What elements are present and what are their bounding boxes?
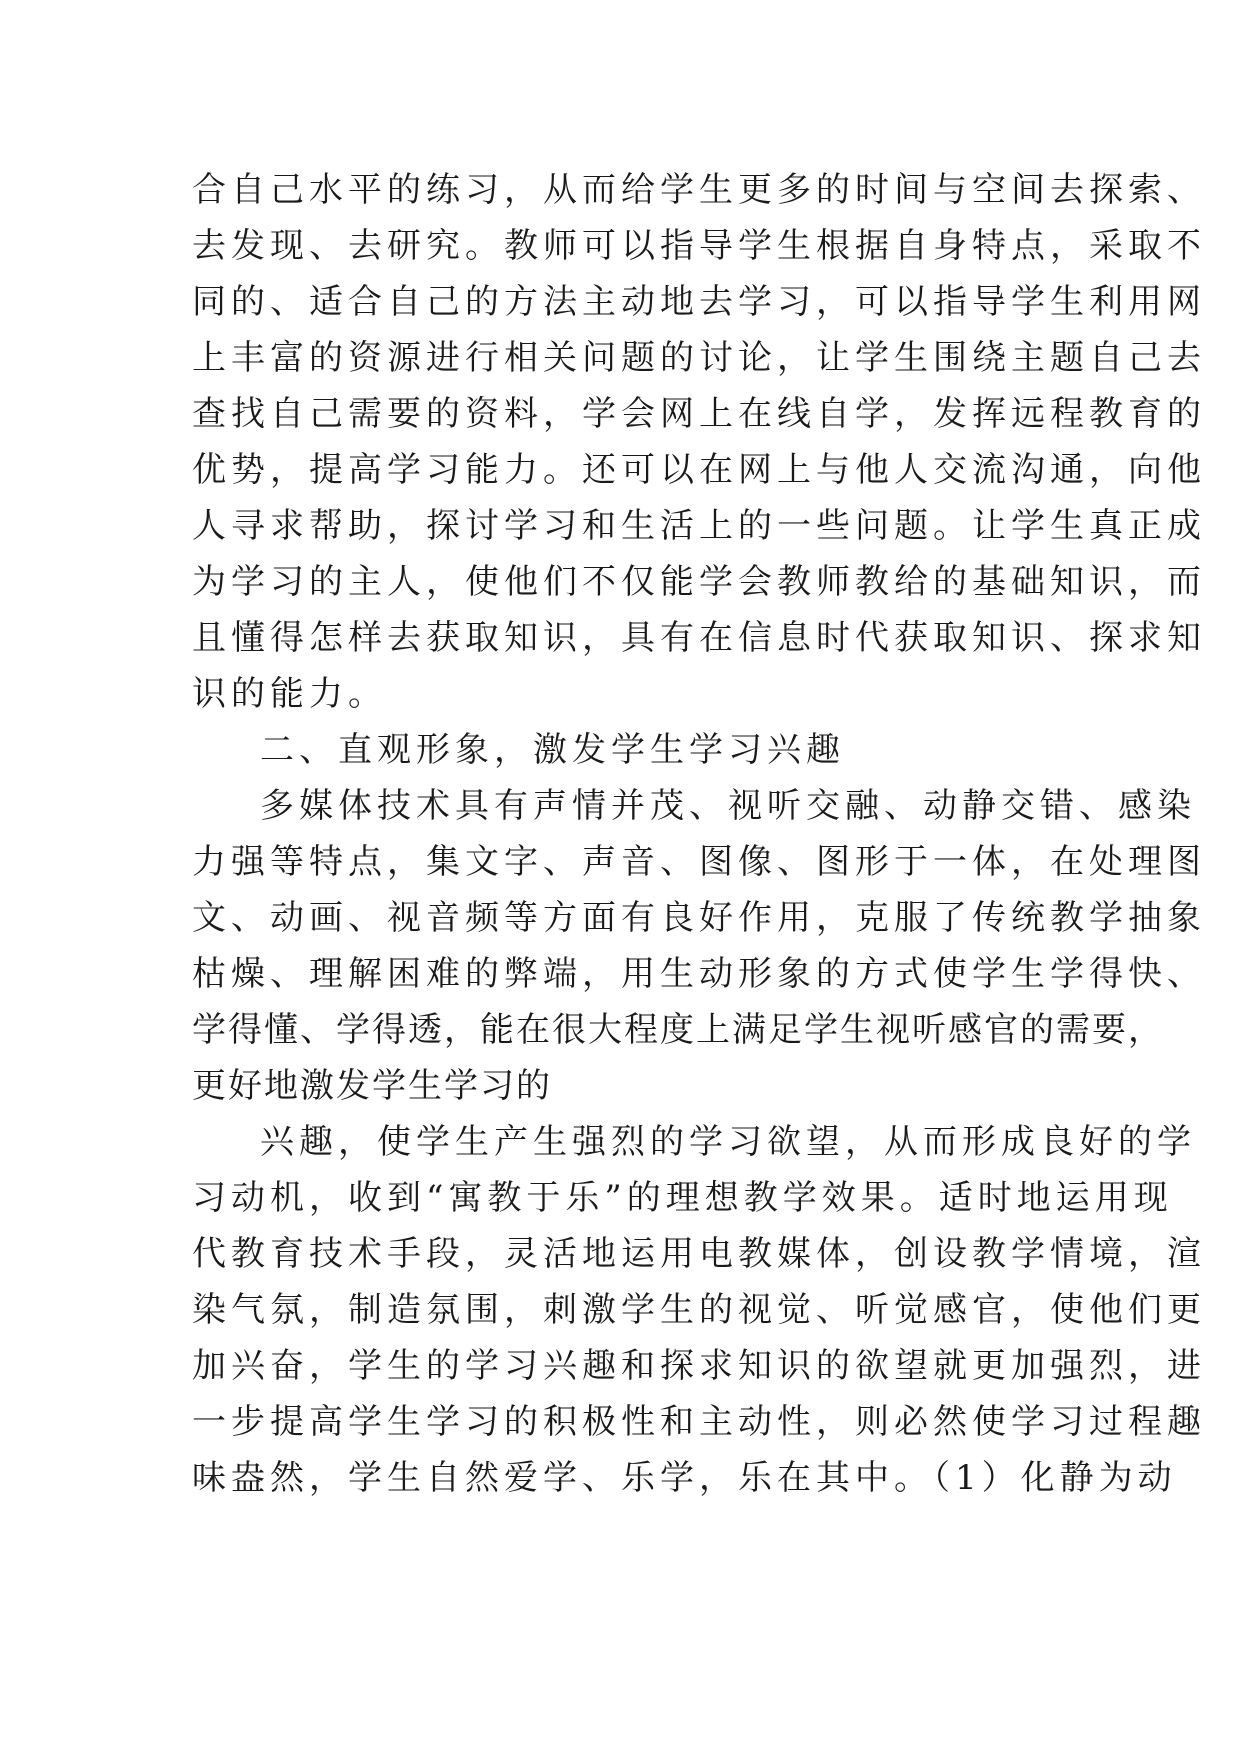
text-line: 合自己水平的练习，从而给学生更多的时间与空间去探索、 [192,170,1206,210]
section-heading: 二、直观形象，激发学生学习兴趣 [260,730,845,770]
text-line: 加兴奋，学生的学习兴趣和探求知识的欲望就更加强烈，进 [192,1346,1206,1386]
text-line: 兴趣，使学生产生强烈的学习欲望，从而形成良好的学 [260,1122,1196,1162]
text-line: 查找自己需要的资料，学会网上在线自学，发挥远程教育的 [192,394,1206,434]
text-line: 且懂得怎样去获取知识，具有在信息时代获取知识、探求知 [192,618,1206,658]
text-line: 染气氛，制造氛围，刺激学生的视觉、听觉感官，使他们更 [192,1290,1206,1330]
text-line: 文、动画、视音频等方面有良好作用，克服了传统教学抽象 [192,898,1206,938]
text-line: 代教育技术手段，灵活地运用电教媒体，创设教学情境，渲 [192,1234,1206,1274]
text-line: 去发现、去研究。教师可以指导学生根据自身特点，采取不 [192,226,1206,266]
text-line: 为学习的主人，使他们不仅能学会教师教给的基础知识，而 [192,562,1206,602]
text-line: 习动机，收到“寓教于乐”的理想教学效果。适时地运用现 [192,1178,1173,1218]
text-line: 上丰富的资源进行相关问题的讨论，让学生围绕主题自己去 [192,338,1206,378]
text-line: 同的、适合自己的方法主动地去学习，可以指导学生利用网 [192,282,1206,322]
text-line: 枯燥、理解困难的弊端，用生动形象的方式使学生学得快、 [192,954,1206,994]
text-line: 味盎然，学生自然爱学、乐学，乐在其中。（1）化静为动 [192,1458,1177,1498]
text-line: 多媒体技术具有声情并茂、视听交融、动静交错、感染 [260,786,1196,826]
text-line: 人寻求帮助，探讨学习和生活上的一些问题。让学生真正成 [192,506,1206,546]
text-line: 学得懂、学得透，能在很大程度上满足学生视听感官的需要， [192,1010,1164,1050]
document-page [192,162,1206,1506]
text-line: 一步提高学生学习的积极性和主动性，则必然使学习过程趣 [192,1402,1206,1442]
text-line: 识的能力。 [192,674,387,714]
text-line: 力强等特点，集文字、声音、图像、图形于一体，在处理图 [192,842,1206,882]
text-line: 更好地激发学生学习的 [192,1066,552,1106]
text-line: 优势，提高学习能力。还可以在网上与他人交流沟通，向他 [192,450,1206,490]
